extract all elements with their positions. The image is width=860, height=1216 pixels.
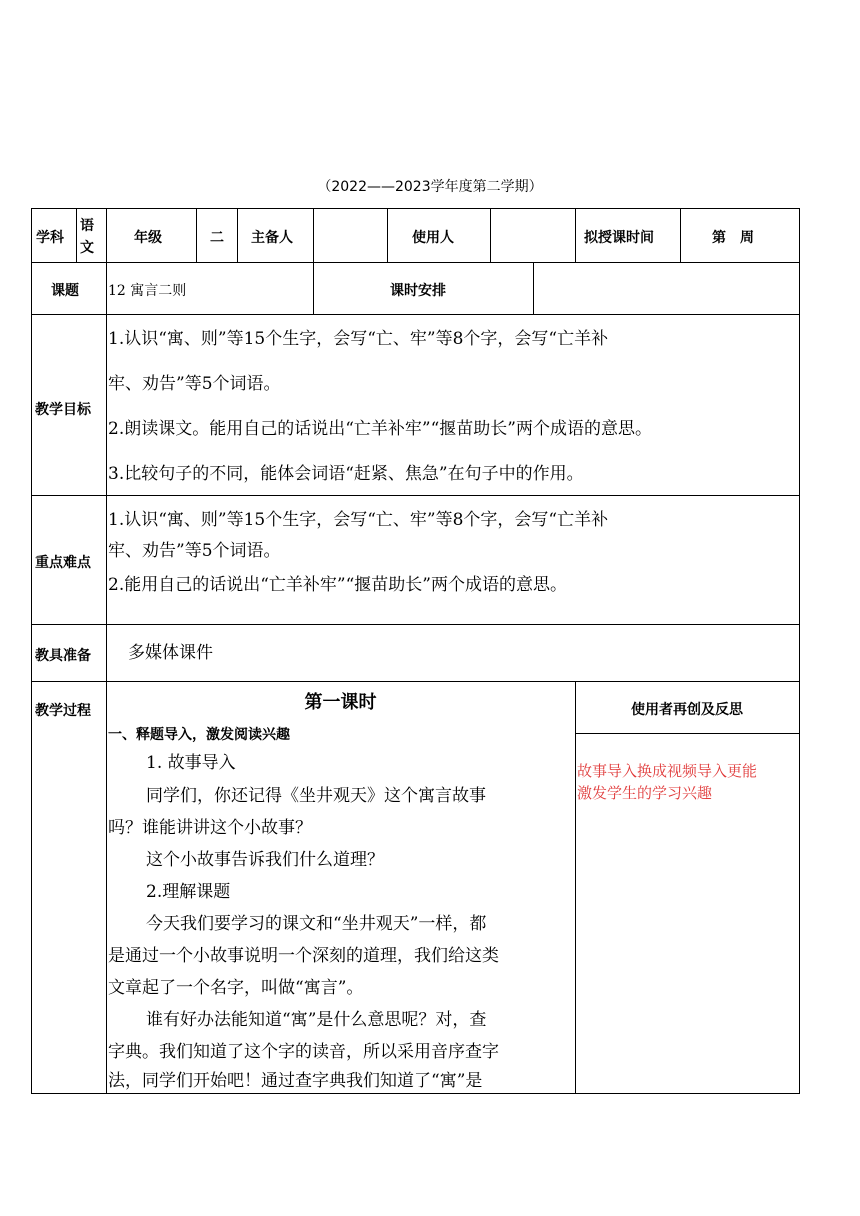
process-line: 同学们，你还记得《坐井观天》这个寓言故事: [146, 786, 486, 806]
schedule-label: 课时安排: [390, 283, 446, 299]
process-line: 谁有好办法能知道“寓”是什么意思呢？对，查: [146, 1010, 487, 1030]
process-line: 今天我们要学习的课文和“坐井观天”一样，都: [146, 914, 487, 934]
process-line: 文章起了一个名字，叫做“寓言”。: [108, 978, 364, 998]
reflection-header: 使用者再创及反思: [631, 702, 743, 718]
key-points-label: 重点难点: [35, 555, 91, 571]
process-line: 2.理解课题: [146, 882, 231, 902]
topic-label: 课题: [51, 283, 79, 299]
objective-line: 3.比较句子的不同，能体会词语“赶紧、焦急”在句子中的作用。: [108, 464, 584, 484]
subject-label: 学科: [36, 230, 64, 246]
process-line: 1. 故事导入: [146, 753, 236, 773]
materials-label: 教具准备: [35, 648, 91, 664]
objective-line: 1.认识“寓、则”等15个生字，会写“亡、牢”等8个字，会写“亡羊补: [108, 329, 609, 349]
grade-value: 二: [210, 230, 224, 246]
key-point-line: 1.认识“寓、则”等15个生字，会写“亡、牢”等8个字，会写“亡羊补: [108, 510, 609, 530]
process-line: 法，同学们开始吧！通过查字典我们知道了“寓”是: [108, 1071, 483, 1091]
process-line: 字典。我们知道了这个字的读音，所以采用音序查字: [108, 1042, 499, 1062]
subject-value-line2: 文: [80, 240, 94, 256]
section-title: 一、释题导入，激发阅读兴趣: [108, 727, 290, 743]
process-line: 吗？谁能讲讲这个小故事？: [108, 818, 312, 838]
reflection-note-line1: 故事导入换成视频导入更能: [577, 762, 758, 780]
objective-line: 牢、劝告”等5个词语。: [108, 374, 281, 394]
process-label: 教学过程: [35, 703, 91, 719]
reflection-note-line2: 激发学生的学习兴趣: [577, 784, 713, 802]
semester-header: （2022——2023学年度第二学期）: [317, 179, 543, 195]
planned-time-label: 拟授课时间: [584, 230, 654, 246]
lesson-title: 第一课时: [304, 692, 377, 713]
key-point-line: 牢、劝告”等5个词语。: [108, 541, 281, 561]
subject-value-line1: 语: [80, 218, 94, 234]
process-line: 这个小故事告诉我们什么道理？: [146, 850, 384, 870]
user-label: 使用人: [412, 230, 454, 246]
topic-value: 12 寓言二则: [108, 283, 187, 299]
process-line: 是通过一个小故事说明一个深刻的道理，我们给这类: [108, 946, 499, 966]
materials-value: 多媒体课件: [128, 643, 213, 663]
objectives-label: 教学目标: [35, 402, 91, 418]
grade-label: 年级: [134, 230, 162, 246]
key-point-line: 2.能用自己的话说出“亡羊补牢”“揠苗助长”两个成语的意思。: [108, 575, 567, 595]
preparer-label: 主备人: [251, 230, 293, 246]
objective-line: 2.朗读课文。能用自己的话说出“亡羊补牢”“揠苗助长”两个成语的意思。: [108, 419, 652, 439]
week-label: 第 周: [712, 230, 754, 246]
